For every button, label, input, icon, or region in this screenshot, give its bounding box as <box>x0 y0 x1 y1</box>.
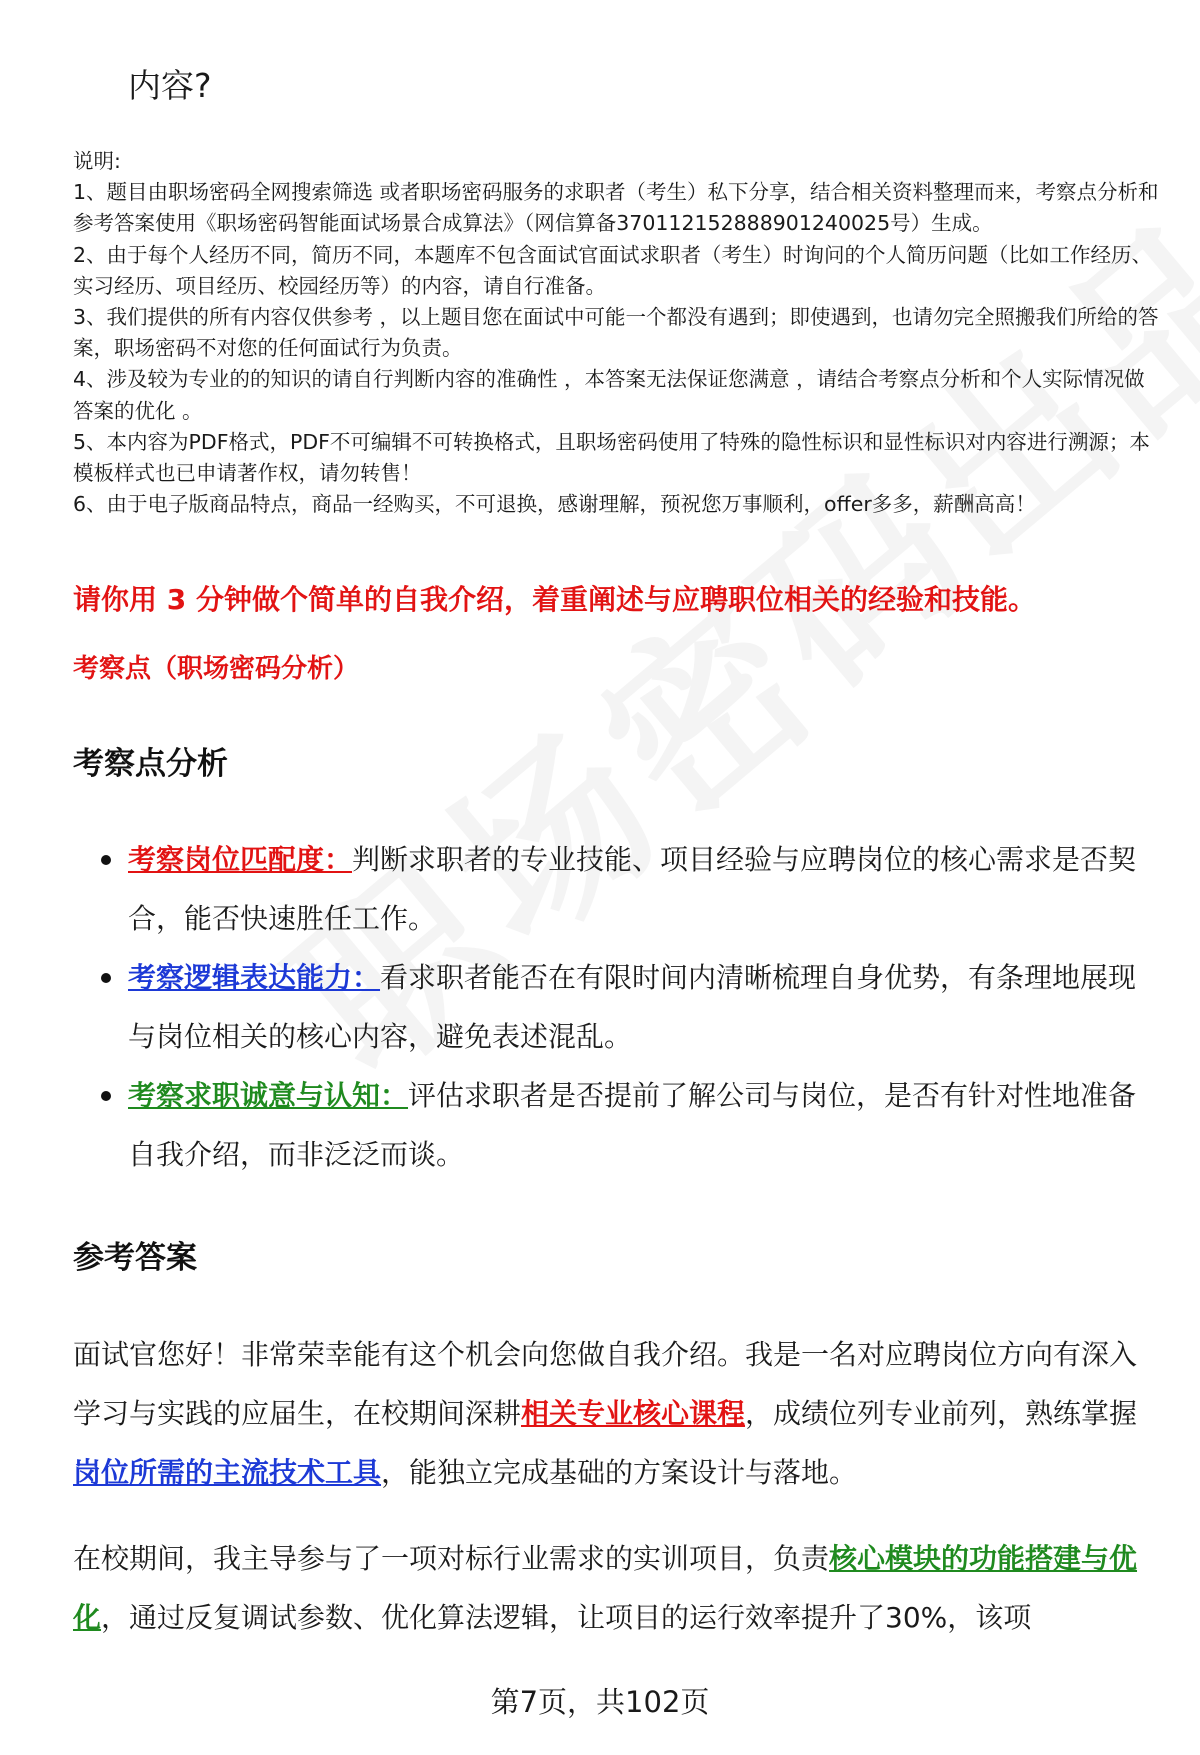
page-number: 第7页，共102页 <box>490 1685 710 1719</box>
answer-paragraph <box>73 1325 1153 1502</box>
answer-text: 在校期间，我主导参与了一项对标行业需求的实训项目，负责 <box>73 1542 830 1575</box>
answer-body <box>73 1325 1153 1674</box>
analysis-item-text: 评估求职者是否提前了解公司与岗位，是否有针对性地准备自我介绍，而非泛泛而谈。 <box>128 1079 1137 1171</box>
analysis-item-label: 考察求职诚意与认知： <box>128 1079 409 1112</box>
answer-paragraph <box>73 1529 1153 1647</box>
bullet-icon <box>101 973 111 983</box>
notes-title: 说明: <box>73 149 121 173</box>
analysis-item-label: 考察逻辑表达能力： <box>128 961 381 994</box>
note-item: 5、本内容为PDF格式，PDF不可编辑不可转换格式，且职场密码使用了特殊的隐性标识和显性标识对内容进行溯源；本模板样式也已申请著作权，请勿转售！ <box>73 429 1150 486</box>
analysis-item <box>73 948 1153 1066</box>
note-item: 6、由于电子版商品特点，商品一经购买，不可退换，感谢理解，预祝您万事顺利，offer多多，薪酬高高！ <box>73 492 1036 517</box>
interview-question: 请你用 3 分钟做个简单的自我介绍，着重阐述与应聘职位相关的经验和技能。 <box>73 583 1036 616</box>
analysis-item-text: 判断求职者的专业技能、项目经验与应聘岗位的核心需求是否契合，能否快速胜任工作。 <box>128 843 1137 935</box>
notes-block <box>73 146 1163 520</box>
analysis-heading: 考察点分析 <box>73 746 228 782</box>
note-item: 4、涉及较为专业的的知识的请自行判断内容的准确性 ，本答案无法保证您满意 ，请结合考察点分析和个人实际情况做答案的优化 。 <box>73 367 1145 423</box>
note-item: 2、由于每个人经历不同，简历不同，本题库不包含面试官面试求职者（考生）时询问的个人简历问题（比如工作经历、实习经历、项目经历、校园经历等）的内容，请自行准备。 <box>73 242 1153 298</box>
analysis-list <box>73 830 1153 1184</box>
section-heading-continued: 内容? <box>128 66 212 105</box>
answer-text: ，成绩位列专业前列，熟练掌握 <box>745 1397 1138 1430</box>
analysis-item-text: 看求职者能否在有限时间内清晰梳理自身优势，有条理地展现与岗位相关的核心内容，避免表述混乱。 <box>128 961 1137 1053</box>
bullet-icon <box>101 855 111 865</box>
analysis-item-label: 考察岗位匹配度： <box>128 843 353 876</box>
bullet-icon <box>101 1091 111 1101</box>
answer-text: ，通过反复调试参数、优化算法逻辑，让项目的运行效率提升了30%，该项 <box>101 1601 1032 1634</box>
note-item: 1、题目由职场密码全网搜索筛选 或者职场密码服务的求职者（考生）私下分享，结合相关资料整理而来，考察点分析和参考答案使用《职场密码智能面试场景合成算法》（网信算备370112152888901240025号）生成。 <box>73 180 1159 236</box>
analysis-item <box>73 830 1153 948</box>
note-item: 3、我们提供的所有内容仅供参考 ，以上题目您在面试中可能一个都没有遇到；即使遇到，也请勿完全照搬我们所给的答案，职场密码不对您的任何面试行为负责。 <box>73 305 1159 361</box>
answer-text: ，能独立完成基础的方案设计与落地。 <box>381 1456 858 1489</box>
answer-heading: 参考答案 <box>73 1240 197 1276</box>
analysis-item <box>73 1066 1153 1184</box>
analysis-label: 考察点（职场密码分析） <box>73 654 360 684</box>
answer-text: 面试官您好！非常荣幸能有这个机会向您做自我介绍。我是一名对应聘岗位方向有深入学习与实践的应届生，在校期间深耕 <box>73 1338 1138 1430</box>
answer-highlight: 核心模块的功能搭建与优化 <box>73 1542 1138 1634</box>
answer-highlight: 相关专业核心课程 <box>521 1397 746 1430</box>
answer-highlight: 岗位所需的主流技术工具 <box>73 1456 382 1489</box>
